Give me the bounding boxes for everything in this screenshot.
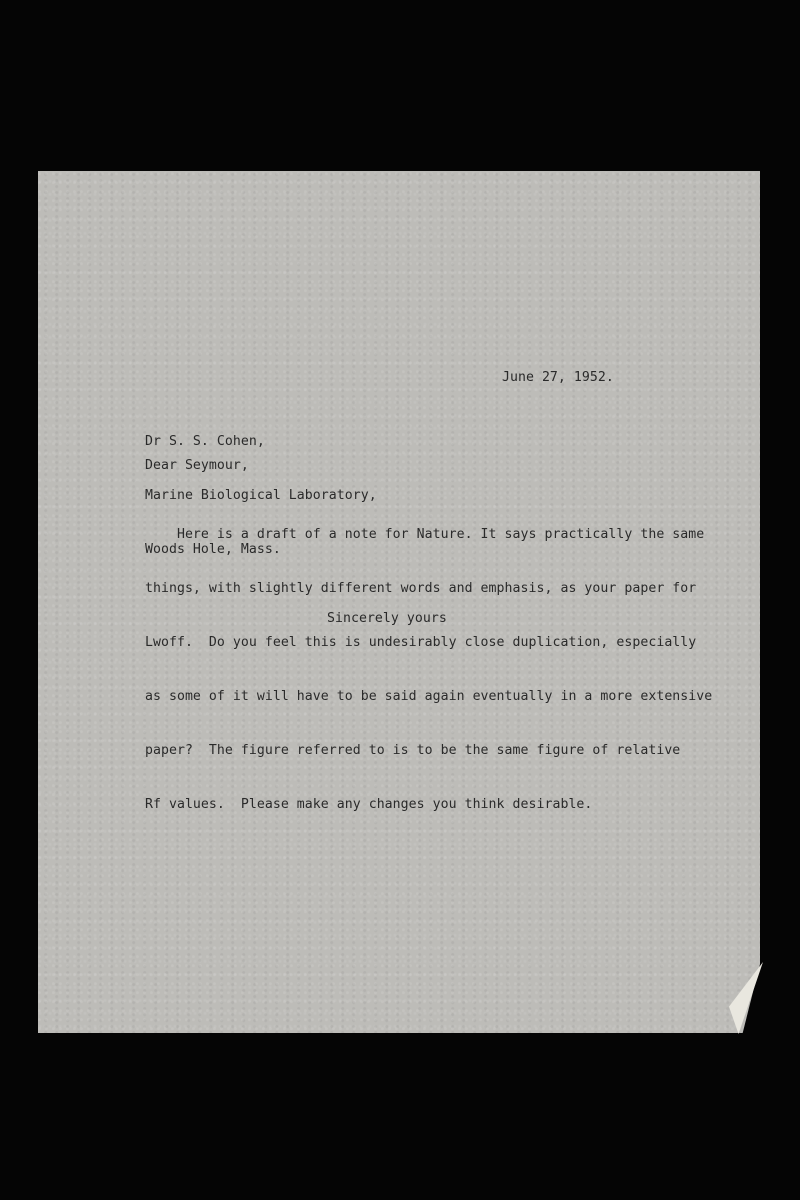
salutation: Dear Seymour, [145,458,249,473]
closing: Sincerely yours [327,611,447,626]
recipient-line: Woods Hole, Mass. [145,542,281,557]
body-line: Rf values. Please make any changes you think desirable. [145,797,593,812]
body-line: as some of it will have to be said again eventually in a more extensive [145,689,713,704]
letter-body [145,490,712,850]
body-line: paper? The figure referred to is to be the same figure of relative [145,743,681,758]
recipient-line: Marine Biological Laboratory, [145,488,377,503]
body-line: things, with slightly different words and emphasis, as your paper for [145,581,697,596]
letter-date: June 27, 1952. [502,370,614,385]
recipient-line: Dr S. S. Cohen, [145,434,265,449]
body-line: Lwoff. Do you feel this is undesirably close duplication, especially [145,635,697,650]
body-line: Here is a draft of a note for Nature. It says practically the same [145,527,705,542]
